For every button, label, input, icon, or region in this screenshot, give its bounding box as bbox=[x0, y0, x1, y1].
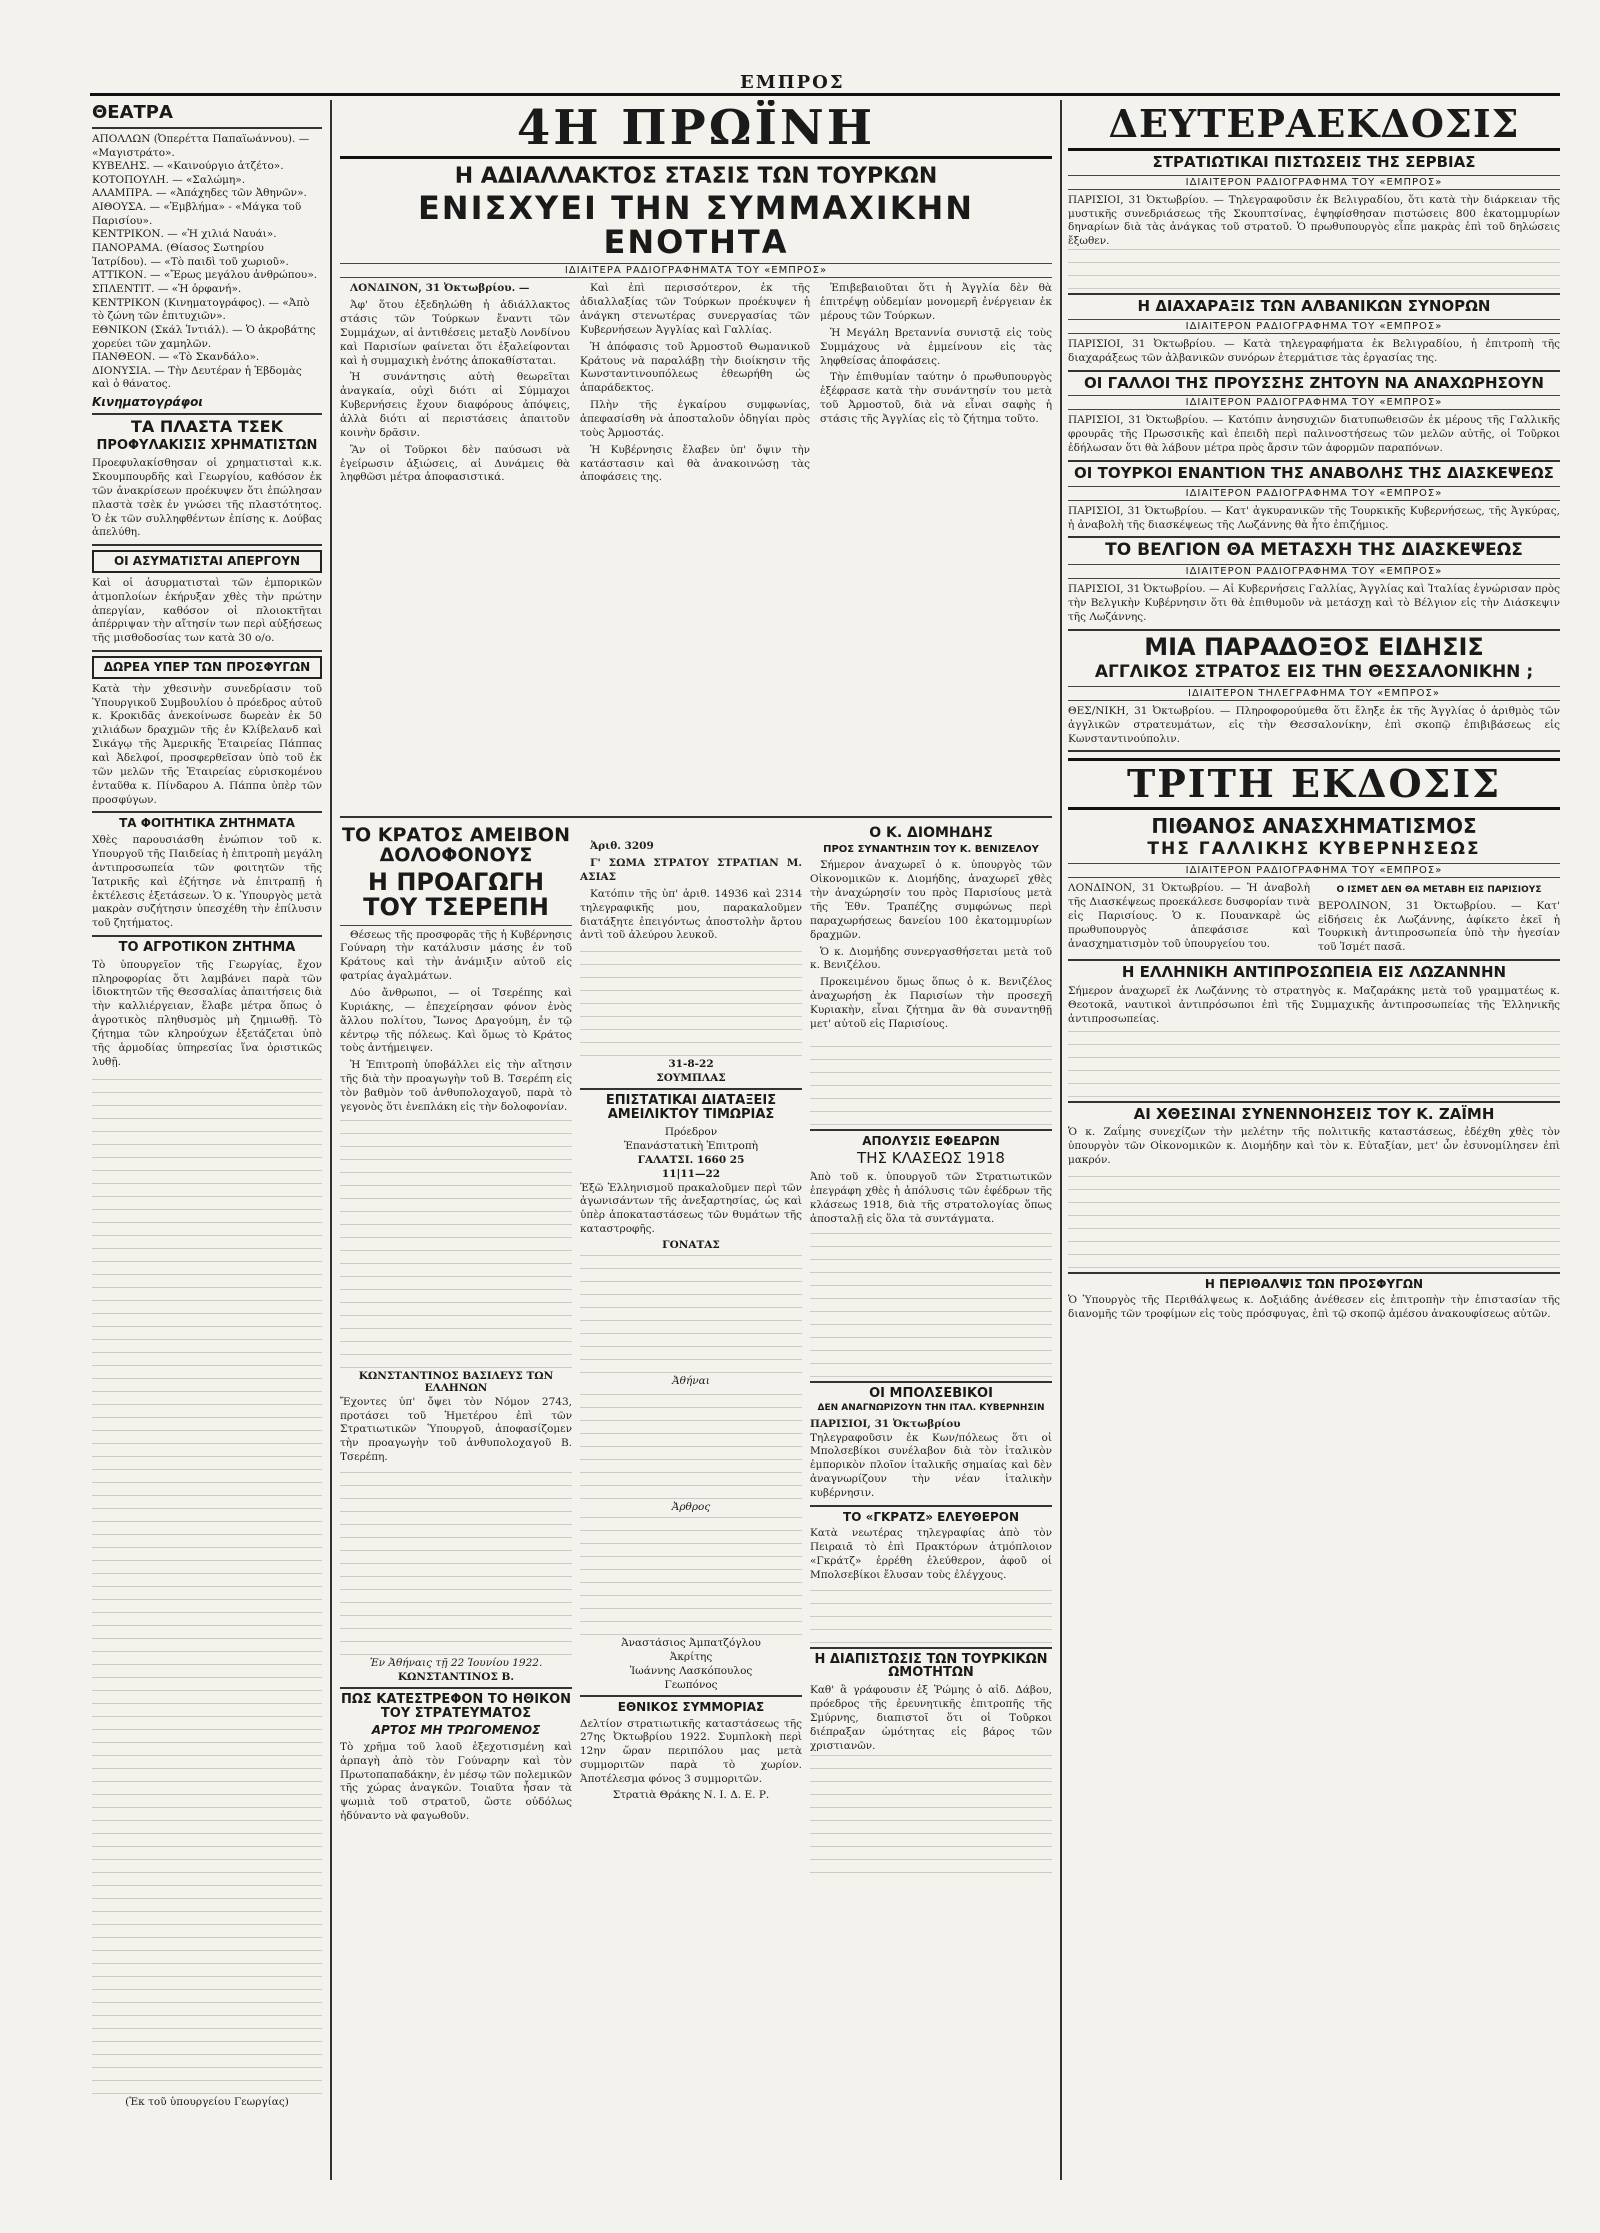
divider bbox=[1068, 536, 1560, 538]
army-text: Τὸ χρῆμα τοῦ λαοῦ ἐξεχοτισμένη καὶ ἀρπαγὴ ἀπὸ τὸν Γούναρην καὶ τὸν Πρωτοπαπαδάκην, ἐν μέσῳ τῶν πολεμικῶν τῆς χώρας ἀναγκῶν. Τοιαῦτα ἦσαν τὰ ψωμιὰ τοῦ στρατοῦ, ὥστε οὐδόλως ἠδύναντο νὰ φαγωθοῦν. bbox=[340, 1740, 572, 1823]
signer: Ἰωάννης Λασκόπουλος bbox=[629, 1665, 753, 1678]
paragraph: Δύο ἄνθρωποι, — οἱ Τσερέπης καὶ Κυριάκης, — ἐπεχείρησαν φόνον ἐνὸς ἄλλου πολίτου, Ἴωνος Δραγούμη, ἐν τῷ κέντρῳ τῆς πόλεως. Καὶ ὅμως τὸ Κράτος τοὺς ἀντήμειψεν. bbox=[340, 986, 572, 1055]
paragraph: Ἂν οἱ Τοῦρκοι δὲν παύσωσι νὰ ἐγείρωσιν ἀξιώσεις, αἱ Δυνάμεις θὰ ληφθῶσι μέτρα ἀποφασιστικά. bbox=[340, 443, 570, 484]
paragraph: Ἀφ' ὅτου ἐξεδηλώθη ἡ ἀδιάλλακτος στάσις τῶν Τούρκων ἔναντι τῶν Συμμάχων, αἱ ἀντιθέσεις μεταξὺ Λονδίνου καὶ Παρισίων φαίνεται ὅτι ἐξαλείφονται καὶ ἡ συμμαχικὴ ἑνότης ἀποκαθίσταται. bbox=[340, 299, 570, 367]
order-signature: ΣΟΥΜΠΛΑΣ bbox=[656, 1072, 726, 1085]
divider bbox=[92, 413, 322, 415]
gangs-text: Δελτίον στρατιωτικῆς καταστάσεως τῆς 27ης Ὀκτωβρίου 1922. Συμπλοκὴ περὶ 12ην ὥραν περιπόλου μας μετὰ συμμοριτῶν παρὰ τὸ χωρίον. Ἀποτέλεσμα φόνος 3 συμμοριτῶν. bbox=[580, 1717, 802, 1786]
findings-title: Η ΔΙΑΠΙΣΤΩΣΙΣ ΤΩΝ ΤΟΥΡΚΙΚΩΝ ΩΜΟΤΗΤΩΝ bbox=[814, 1651, 1048, 1681]
article-body-continued bbox=[340, 1118, 572, 1368]
signer: Γεωπόνος bbox=[664, 1679, 718, 1692]
france-article bbox=[1068, 882, 1560, 955]
belgium-text: ΠΑΡΙΣΙΟΙ, 31 Ὀκτωβρίου. — Αἱ Κυβερνήσεις Γαλλίας, Ἀγγλίας καὶ Ἰταλίας ἐγνώρισαν πρὸς τὴν Βελγικὴν Κυβέρνησιν ὅτι θὰ ἐπιθυμοῦν νὰ μετάσχῃ καὶ τὸ Βέλγιον εἰς τὴν Διάσκεψιν τῆς Λωζάννης. bbox=[1068, 583, 1560, 624]
decree-place: Ἐν Ἀθήναις τῇ 22 Ἰουνίου 1922. bbox=[369, 1657, 543, 1669]
serbia-text: ΠΑΡΙΣΙΟΙ, 31 Ὀκτωβρίου. — Τηλεγραφοῦσιν ἐκ Βελιγραδίου, ὅτι κατὰ τὴν διάρκειαν τῆς μυστικῆς συνεδριάσεως τῆς Σκουπτσίνας, ἐψηφίσθησαν πιστώσεις 800 ἑκατομμυρίων δηναρίων διὰ τὰς ἀνάγκας τοῦ στρατοῦ. Ὁ πρωθυπουργὸς εἶπε μακρὰς ἐπὶ τοῦ δηλώσεις ἔξωθεν. bbox=[1068, 193, 1560, 248]
strange-subtitle: ΑΓΓΛΙΚΟΣ ΣΤΡΑΤΟΣ ΕΙΣ ΤΗΝ ΘΕΣΣΑΛΟΝΙΚΗΝ ; bbox=[1094, 662, 1534, 683]
paragraph: Ὁ κ. Διομήδης συνεργασθήσεται μετὰ τοῦ κ. Βενιζέλου. bbox=[810, 945, 1052, 972]
france-subtitle: ΤΗΣ ΓΑΛΛΙΚΗΣ ΚΥΒΕΡΝΗΣΕΩΣ bbox=[1147, 839, 1481, 860]
paragraph: Πλὴν τῆς ἐγκαίρου συμφωνίας, ἀπεφασίσθη νὰ ἀποσταλοῦν ὁδηγίαι πρὸς τοὺς Ἀρμοστάς. bbox=[580, 399, 810, 439]
paragraph: Ἡ ἀπόφασις τοῦ Ἀρμοστοῦ Θωμανικοῦ Κράτους νὰ παραλάβῃ τὴν διοίκησιν τῆς Κωνσταντινουπόλεως ἐθεωρήθη ὡς ἀπαράδεκτος. bbox=[580, 340, 810, 395]
refugees-heading: ΔΩΡΕΑ ΥΠΕΡ ΤΩΝ ΠΡΟΣΦΥΓΩΝ bbox=[92, 656, 322, 679]
article-body-continued bbox=[580, 946, 802, 1056]
bolshevik-dateline: ΠΑΡΙΣΙΟΙ, 31 Ὀκτωβρίου bbox=[810, 1417, 961, 1430]
article-body-continued bbox=[810, 1227, 1052, 1377]
divider bbox=[92, 935, 322, 937]
lower-center-col-b bbox=[580, 822, 802, 1873]
divider bbox=[810, 1505, 1052, 1507]
students-heading: ΤΑ ΦΟΙΤΗΤΙΚΑ ΖΗΤΗΜΑΤΑ bbox=[119, 816, 295, 831]
article-body-continued bbox=[1068, 1168, 1560, 1268]
belgium-title: ΤΟ ΒΕΛΓΙΟΝ ΘΑ ΜΕΤΑΣΧΗ ΤΗΣ ΔΙΑΣΚΕΨΕΩΣ bbox=[1105, 540, 1523, 561]
diomidis-title: Ο Κ. ΔΙΟΜΗΔΗΣ bbox=[869, 825, 993, 842]
talks-title: ΑΙ ΧΘΕΣΙΝΑΙ ΣΥΝΕΝΝΟΗΣΕΙΣ ΤΟΥ Κ. ΖΑΪΜΗ bbox=[1133, 1104, 1495, 1123]
divider bbox=[580, 1088, 802, 1090]
theatres-heading: ΘΕΑΤΡΑ bbox=[92, 102, 173, 123]
lower-center bbox=[340, 822, 1052, 1873]
signer: Ἀκρίτης bbox=[669, 1651, 713, 1664]
theatres-subheading: Κινηματογράφοι bbox=[92, 395, 203, 410]
article-body-continued bbox=[810, 1753, 1052, 1873]
divider bbox=[340, 1687, 572, 1689]
agrarian-text: Τὸ ὑπουργεῖον τῆς Γεωργίας, ἔχον πληροφορίας ὅτι λαμβάνει παρὰ τῶν ἰδιοκτητῶν τῆς Θεσσαλίας ἀπαιτήσεις διὰ τὴν καλλιέργειαν, ἔλαβε μέτρα ὅπως ὁ ἀγροτικὸς πληθυσμὸς μὴ ζημιωθῇ. Τὸ ζήτημα τῶν κληρούχων ἐξετάζεται ὑπὸ τῆς ἁρμοδίας ὑπηρεσίας ἵνα ὁριστικῶς λυθῇ. bbox=[92, 958, 322, 1068]
main-credit: ΙΔΙΑΙΤΕΡΑ ΡΑΔΙΟΓΡΑΦΗΜΑΤΑ ΤΟΥ «ΕΜΠΡΟΣ» bbox=[340, 263, 1052, 278]
theatre-item: ΠΑΝΟΡΑΜΑ. (Θίασος Σωτηρίου Ἰατρίδου). — «Τὸ παιδὶ τοῦ χωριοῦ». bbox=[92, 242, 289, 268]
findings-text: Καθ' ἃ γράφουσιν ἐξ Ῥώμης ὁ αἰδ. Δάβου, πρόεδρος τῆς ἐρευνητικῆς ἐπιτροπῆς τῆς Σμύρνης, διαπιστοῖ ὅτι οἱ Τοῦρκοι διέπραξαν ὠμότητας εἰς βάρος τῶν χριστιανῶν. bbox=[810, 1684, 1052, 1752]
order-number: Ἀριθ. 3209 bbox=[590, 840, 654, 853]
divider bbox=[340, 925, 572, 926]
theatre-item: ΑΙΘΟΥΣΑ. — «Ἐμβλήμα» - «Μάγκα τοῦ Παρισίου». bbox=[92, 201, 302, 227]
paragraph: Ἡ Μεγάλη Βρεταννία συνιστᾷ εἰς τοὺς Συμμάχους νὰ ἐμμείνουν εἰς τὰς ληφθείσας ἀποφάσεις. bbox=[820, 326, 1052, 367]
paragraph: Καὶ ἐπὶ περισσότερον, ἐκ τῆς ἀδιαλλαξίας τῶν Τούρκων προέκυψεν ἡ ἀνάγκη στενωτέρας συνεργασίας τῶν Κυβερνήσεων Ἀγγλίας καὶ Γαλλίας. bbox=[580, 282, 810, 336]
greek-delegation-title: Η ΕΛΛΗΝΙΚΗ ΑΝΤΙΠΡΟΣΩΠΕΙΑ ΕΙΣ ΛΩΖΑΝΝΗΝ bbox=[1121, 963, 1507, 982]
masthead-rule bbox=[90, 72, 1560, 96]
left-column bbox=[92, 100, 322, 2185]
refugees-text: Κατὰ τὴν χθεσινὴν συνεδρίασιν τοῦ Ὑπουργικοῦ Συμβουλίου ὁ πρόεδρος αὐτοῦ κ. Κροκιδᾶς ἀνεκοίνωσε δωρεὰν ἐκ 50 χιλιάδων δραχμῶν τῆς ἐν Κλίβελανδ καὶ Σικάγῳ τῆς Ἀμερικῆς Ἑταιρείας Πάππας καὶ Ἀδελφοί, προσφερθεῖσαν ὑπὸ τοῦ ἐκ τῶν μελῶν τῆς Ἑταιρείας εὑρισκομένου ἐνταῦθα κ. Πίνδαρου Α. Πάππα ὑπὲρ τῶν προσφύγων. bbox=[92, 682, 322, 806]
divider bbox=[810, 1647, 1052, 1649]
france-text: ΛΟΝΔΙΝΟΝ, 31 Ὀκτωβρίου. — Ἡ ἀναβολὴ τῆς Διασκέψεως προεκάλεσε δυσφορίαν τινὰ εἰς Παρισίους. Ὁ κ. Πουανκαρὲ ὡς πρωθυπουργὸς ἀπεφάσισε καὶ ἀνασχηματισμὸν τοῦ ὑπουργείου του. bbox=[1068, 882, 1310, 950]
paragraph: Ἐπιβεβαιοῦται ὅτι ἡ Ἀγγλία δὲν θὰ ἐπιτρέψῃ οὐδεμίαν μονομερῆ ἐνέργειαν ἐκ μέρους τῶν Τούρκων. bbox=[820, 282, 1052, 322]
plaza-heading: ΤΑ ΠΛΑΣΤΑ ΤΣΕΚ bbox=[131, 416, 283, 436]
masthead-title: ΕΜΠΡΟΣ bbox=[730, 72, 855, 93]
paragraph: Ἡ Ἐπιτροπὴ ὑποβάλλει εἰς τὴν αἴτησιν τῆς διὰ τὴν προαγωγὴν τοῦ Β. Τσερέπη εἰς τὸν βαθμὸν τοῦ ἀνθυπολοχαγοῦ, παρὰ τὸ γεγονὸς ὅτι ἐνεπλάκη εἰς τὴν δολοφονίαν. bbox=[340, 1059, 572, 1113]
reward-name: Ἀρθρος bbox=[671, 1501, 711, 1514]
order-date: 31-8-22 bbox=[668, 1058, 714, 1071]
divider bbox=[340, 816, 1052, 818]
refugees-relief-text: Ὁ Ὑπουργὸς τῆς Περιθάλψεως κ. Δοξιάδης ἀνέθεσεν εἰς ἐπιτροπὴν τὴν ἐπιστασίαν τῆς διανομῆς τῶν τροφίμων εἰς τοὺς πρόσφυγας, ἐπὶ τῷ σκοπῷ ἀμέσου ἀνακουφίσεως αὐτῶν. bbox=[1068, 1294, 1560, 1321]
article-body-continued bbox=[580, 1253, 802, 1373]
column-divider bbox=[1060, 100, 1062, 2180]
lower-center-col-c bbox=[810, 822, 1052, 1873]
divider bbox=[92, 127, 322, 129]
gangs-title: ΕΘΝΙΚΟΣ ΣΥΜΜΟΡΙΑΣ bbox=[617, 1700, 765, 1715]
talks-text: Ὁ κ. Ζαΐμης συνεχίζων τὴν μελέτην τῆς πολιτικῆς καταστάσεως, ἐδέχθη χθὲς τὸν ὑπουργὸν τῶν Οἰκονομικῶν κ. Διομήδην καὶ τὸν κ. Εὐταξίαν, μετ' ὧν ἐσυνομίλησεν ἐπὶ μακρόν. bbox=[1068, 1126, 1560, 1166]
murderers-subtitle: Η ΠΡΟΑΓΩΓΗ ΤΟΥ ΤΣΕΡΕΠΗ bbox=[363, 868, 549, 922]
theatre-item: ΠΑΝΘΕΟΝ. — «Τὸ Σκανδάλο». bbox=[92, 351, 260, 364]
divider bbox=[1068, 1272, 1560, 1274]
gaul-title: ΟΙ ΓΑΛΛΟΙ ΤΗΣ ΠΡΟΥΣΣΗΣ ΖΗΤΟΥΝ ΝΑ ΑΝΑΧΩΡΗΣΟΥΝ bbox=[1084, 373, 1544, 392]
main-article bbox=[340, 282, 1052, 812]
paragraph: Προκειμένου ὅμως ὅπως ὁ κ. Βενιζέλος ἀναχωρήσῃ ἐκ Παρισίων τὴν προσεχῆ Κυριακὴν, εἶναι ζήτημα ἂν θὰ συναντηθῇ μετ' αὐτοῦ εἰς Παρισίους. bbox=[810, 976, 1052, 1030]
theatre-item: ΚΟΤΟΠΟΥΛΗ. — «Σαλώμη». bbox=[92, 173, 246, 186]
france-title: ΠΙΘΑΝΟΣ ΑΝΑΣΧΗΜΑΤΙΣΜΟΣ bbox=[1151, 814, 1477, 839]
theatre-item: ΚΕΝΤΡΙΚΟΝ (Κινηματογράφος). — «Ἀπὸ τὸ ζώνη τῶν ἐπιτυχιῶν». bbox=[92, 296, 310, 323]
main-article-col1 bbox=[340, 282, 570, 812]
gaul-credit: ΙΔΙΑΙΤΕΡΟΝ ΡΑΔΙΟΓΡΑΦΗΜΑ ΤΟΥ «ΕΜΠΡΟΣ» bbox=[1068, 395, 1560, 410]
divider bbox=[580, 1695, 802, 1697]
ephebes-subtitle: ΤΗΣ ΚΛΑΣΕΩΣ 1918 bbox=[857, 1149, 1005, 1168]
reward-name: ΓΟΝΑΤΑΣ bbox=[662, 1239, 720, 1252]
diomidis-subtitle: ΠΡΟΣ ΣΥΝΑΝΤΗΣΙΝ ΤΟΥ Κ. ΒΕΝΙΖΕΛΟΥ bbox=[823, 843, 1039, 855]
theatre-item: ΕΘΝΙΚΟΝ (Σκάλ Ἰντιάλ). — Ὁ ἀκροβάτης χορεύει τῶν χαμηλῶν. bbox=[92, 323, 316, 350]
decree-label: ΚΩΝΣΤΑΝΤΙΝΟΣ ΒΑΣΙΛΕΥΣ ΤΩΝ ΕΛΛΗΝΩΝ bbox=[358, 1369, 554, 1394]
divider bbox=[1068, 750, 1560, 752]
strange-credit: ΙΔΙΑΙΤΕΡΟΝ ΤΗΛΕΓΡΑΦΗΜΑ ΤΟΥ «ΕΜΠΡΟΣ» bbox=[1068, 686, 1560, 701]
agrarian-heading: ΤΟ ΑΓΡΟΤΙΚΟΝ ΖΗΤΗΜΑ bbox=[118, 940, 296, 956]
theatre-item: ΚΕΝΤΡΙΚΟΝ. — «Ἡ χιλιά Ναυάι». bbox=[92, 228, 277, 241]
article-body-continued bbox=[810, 1035, 1052, 1125]
article-body-continued bbox=[1068, 1027, 1560, 1097]
order-heading: Γ' ΣΩΜΑ ΣΤΡΑΤΟΥ ΣΤΡΑΤΙΑΝ Μ. ΑΣΙΑΣ bbox=[580, 857, 802, 883]
gaul-text: ΠΑΡΙΣΙΟΙ, 31 Ὀκτωβρίου. — Κατόπιν ἀνησυχιῶν διατυπωθεισῶν ἐκ μέρους τῆς Γαλλικῆς φρουρᾶς τῆς Πρωσσικῆς καὶ ἐπειδὴ περὶ παλινοστήσεως τῶν μελῶν αὐτῆς, οἱ Τοῦρκοι ἐδήλωσαν ὅτι θὰ λάβουν μέτρα πρὸς ἄρσιν τῶν ἀφορμῶν παραπόνων. bbox=[1068, 414, 1560, 455]
article-body-continued bbox=[580, 1389, 802, 1499]
main-dateline: ΛΟΝΔΙΝΟΝ, 31 Ὀκτωβρίου. — bbox=[350, 282, 530, 295]
murderers-title: ΤΟ ΚΡΑΤΟΣ ΑΜΕΙΒΟΝ ΔΟΛΟΦΟΝΟΥΣ bbox=[342, 824, 570, 867]
belgium-credit: ΙΔΙΑΙΤΕΡΟΝ ΡΑΔΙΟΓΡΑΦΗΜΑ ΤΟΥ «ΕΜΠΡΟΣ» bbox=[1068, 564, 1560, 579]
greek-delegation-text: Σήμερον ἀναχωρεῖ ἐκ Λωζάννης τὸ στρατηγὸς κ. Μαζαράκης μετὰ τοῦ γραμματέως κ. Θεοτοκᾶ, ναυτικοὶ ἀντιπρόσωποι ἐπὶ τῆς Συμμαχικῆς ἀντιπροσωπείας τῆς Ἑλληνικῆς ἀντιπροσωπείας. bbox=[1068, 984, 1560, 1025]
rewards-title: ΕΠΙΣΤΑΤΙΚΑΙ ΔΙΑΤΑΞΕΙΣ ΑΜΕΙΛΙΚΤΟΥ ΤΙΜΩΡΙΑΣ bbox=[605, 1093, 777, 1122]
bolshevik-title: ΟΙ ΜΠΟΛΣΕΒΙΚΟΙ bbox=[869, 1385, 993, 1401]
reward-name: Ἀθήναι bbox=[672, 1375, 710, 1388]
army-title: ΠΩΣ ΚΑΤΕΣΤΡΕΦΟΝ ΤΟ ΗΘΙΚΟΝ ΤΟΥ ΣΤΡΑΤΕΥΜΑΤΟΣ bbox=[340, 1692, 572, 1721]
rewards-line: ΓΑΛΑΤΣΙ. 1660 25 bbox=[637, 1153, 745, 1166]
rewards-line: Πρόεδρον bbox=[664, 1125, 718, 1138]
second-edition-title: ΔΕΥΤΕΡΑΕΚΔΟΣΙΣ bbox=[1068, 100, 1560, 151]
order-text: Κατόπιν τῆς ὑπ' ἀριθ. 14936 καὶ 2314 τηλεγραφικῆς μου, παρακαλοῦμεν διατάξητε ἐπειγόντως ἀποστολὴν ἄρτου ἀντὶ τοῦ ἀλεύρου λευκοῦ. bbox=[580, 887, 802, 942]
divider bbox=[1068, 460, 1560, 462]
albania-title: Η ΔΙΑΧΑΡΑΞΙΣ ΤΩΝ ΑΛΒΑΝΙΚΩΝ ΣΥΝΟΡΩΝ bbox=[1137, 297, 1491, 316]
article-body-continued bbox=[580, 1515, 802, 1635]
divider bbox=[92, 650, 322, 652]
plaza-subheading: ΠΡΟΦΥΛΑΚΙΣΙΣ ΧΡΗΜΑΤΙΣΤΩΝ bbox=[96, 438, 318, 454]
theatre-item: ΚΥΒΕΛΗΣ. — «Καινούργιο ἀτζέτο». bbox=[92, 160, 284, 173]
article-body-continued bbox=[810, 1583, 1052, 1643]
strange-text: ΘΕΣ/ΝΙΚΗ, 31 Ὀκτωβρίου. — Πληροφορούμεθα ὅτι ἔληξε ἐκ τῆς Ἀγγλίας ὁ ἀριθμὸς τῶν ἀγγλικῶν στρατευμάτων, εἰς τὴν Θεσσαλονίκην, ἐπὶ σκοπῷ ἐπιβιβάσεως εἰς Κωνσταντινούπολιν. bbox=[1068, 704, 1560, 745]
divider bbox=[1068, 629, 1560, 631]
center-column bbox=[340, 100, 1052, 2185]
paragraph: Ἡ Κυβέρνησις ἔλαβεν ὑπ' ὄψιν τὴν κατάστασιν καὶ θὰ ἀνακοινώσῃ τὰς ἀποφάσεις της. bbox=[580, 443, 810, 484]
divider bbox=[1068, 293, 1560, 295]
divider bbox=[810, 1381, 1052, 1383]
main-article-col3 bbox=[820, 282, 1052, 812]
divider bbox=[1068, 1101, 1560, 1103]
divider bbox=[92, 544, 322, 546]
third-edition-title: ΤΡΙΤΗ ΕΚΔΟΣΙΣ bbox=[1068, 758, 1560, 810]
article-body-continued bbox=[1068, 249, 1560, 289]
army-subtitle: ΑΡΤΟΣ ΜΗ ΤΡΩΓΟΜΕΝΟΣ bbox=[371, 1723, 541, 1738]
paragraph: Τὴν ἐπιθυμίαν ταύτην ὁ πρωθυπουργὸς ἐξέφρασε κατὰ τὴν συνάντησίν του μετὰ τοῦ Ἀρμοστοῦ, διὰ νὰ εἶναι σαφὴς ἡ στάσις τῆς Ἀγγλίας εἰς τὸ ζήτημα τοῦτο. bbox=[820, 371, 1052, 426]
serbia-title: ΣΤΡΑΤΙΩΤΙΚΑΙ ΠΙΣΤΩΣΕΙΣ ΤΗΣ ΣΕΡΒΙΑΣ bbox=[1152, 153, 1476, 171]
gratz-title: ΤΟ «ΓΚΡΑΤΖ» ΕΛΕΥΘΕΡΟΝ bbox=[843, 1509, 1019, 1524]
france-credit: ΙΔΙΑΙΤΕΡΟΝ ΡΑΔΙΟΓΡΑΦΗΜΑ ΤΟΥ «ΕΜΠΡΟΣ» bbox=[1068, 863, 1560, 878]
divider bbox=[92, 811, 322, 813]
strikes-heading: ΟΙ ΑΣΥΜΑΤΙΣΤΑΙ ΑΠΕΡΓΟΥΝ bbox=[92, 550, 322, 573]
rewards-line: Ἐπανάστατικὴ Ἐπιτροπὴ bbox=[623, 1139, 759, 1152]
right-column bbox=[1068, 100, 1560, 2185]
rewards-text: Ἐξῶ Ἑλληνισμοῦ πρακαλοῦμεν περὶ τῶν ἀγωνισάντων τῆς ἀνεξαρτησίας, ὡς καὶ ὑπὲρ ἀποκαταστάσεως τῶν θυμάτων τῆς καταστροφῆς. bbox=[580, 1181, 802, 1236]
main-subtitle: ΕΝΙΣΧΥΕΙ ΤΗΝ ΣΥΜΜΑΧΙΚΗΝ ΕΝΟΤΗΤΑ bbox=[417, 189, 975, 261]
turks-text: ΠΑΡΙΣΙΟΙ, 31 Ὀκτωβρίου. — Κατ' ἀγκυρανικῶν τῆς Τουρκικῆς Κυβερνήσεως, τῆς Ἀγκύρας, ἡ ἀναβολὴ τῆς διασκέψεως τῆς Λωζάννης θὰ ἦτο ἐπιζήμιος. bbox=[1068, 504, 1560, 531]
gangs-signature: Στρατιὰ Θράκης Ν. Ι. Δ. Ε. Ρ. bbox=[612, 1788, 770, 1801]
ephebes-text: Ἀπὸ τοῦ κ. ὑπουργοῦ τῶν Στρατιωτικῶν ἐπεγράφη χθὲς ἡ ἀπόλυσις τῶν ἐφέδρων τῆς κλάσεως 1918, διὰ τῆς στρατολογίας ὅπως ἀποσταλῇ εἰς ὅλα τὰ συντάγματα. bbox=[810, 1171, 1052, 1225]
divider bbox=[810, 1129, 1052, 1131]
article-body-continued bbox=[92, 1074, 322, 2094]
main-title: Η ΑΔΙΑΛΛΑΚΤΟΣ ΣΤΑΣΙΣ ΤΩΝ ΤΟΥΡΚΩΝ bbox=[454, 164, 938, 189]
signer: Ἀναστάσιος Ἀμπατζόγλου bbox=[621, 1637, 761, 1650]
theatre-item: ΑΠΟΛΛΩΝ (Ὀπερέττα Παπαϊωάννου). — «Μαγιστράτο». bbox=[92, 132, 310, 159]
rewards-line: 11|11—22 bbox=[661, 1167, 721, 1180]
turks-title: ΟΙ ΤΟΥΡΚΟΙ ΕΝΑΝΤΙΟΝ ΤΗΣ ΑΝΑΒΟΛΗΣ ΤΗΣ ΔΙΑΣΚΕΨΕΩΣ bbox=[1074, 463, 1554, 482]
albania-text: ΠΑΡΙΣΙΟΙ, 31 Ὀκτωβρίου. — Κατὰ τηλεγραφήματα ἐκ Βελιγραδίου, ἡ ἐπιτροπὴ τῆς διαχαράξεως τῶν ἀλβανικῶν συνόρων ἐτερμάτισε τὰς ἐργασίας της. bbox=[1068, 337, 1560, 364]
plaza-text: Προεφυλακίσθησαν οἱ χρηματισταὶ κ.κ. Σκουμπουρδῆς καὶ Γεωργίου, καθόσον ἐκ τῶν ἀνακρίσεων προέκυψεν ὅτι ἐπώλησαν πλαστὰ τσὲκ ἐν γνώσει τῆς πλαστότητος. Ὁ ἐκ τῶν συλληφθέντων ἐπίσης κ. Δούβας ἀπελύθη. bbox=[92, 457, 322, 539]
strikes-text: Καὶ οἱ ἀσυρματισταὶ τῶν ἐμπορικῶν ἀτμοπλοίων ἐκήρυξαν χθὲς τὴν πρώτην ἀπεργίαν, καθόσον οἱ πλοιοκτῆται ἀπέρριψαν τὴν αἴτησίν των περὶ αὐξήσεως τῆς μισθοδοσίας των κατὰ 30 ο/ο. bbox=[92, 576, 322, 645]
refugees-relief-title: Η ΠΕΡΙΘΑΛΨΙΣ ΤΩΝ ΠΡΟΣΦΥΓΩΝ bbox=[1204, 1276, 1424, 1291]
serbia-credit: ΙΔΙΑΙΤΕΡΟΝ ΡΑΔΙΟΓΡΑΦΗΜΑ ΤΟΥ «ΕΜΠΡΟΣ» bbox=[1068, 175, 1560, 190]
bolshevik-subtitle: ΔΕΝ ΑΝΑΓΝΩΡΙΖΟΥΝ ΤΗΝ ΙΤΑΛ. ΚΥΒΕΡΝΗΣΙΝ bbox=[817, 1403, 1045, 1414]
theatres-list bbox=[92, 133, 322, 392]
main-article-col2 bbox=[580, 282, 810, 812]
theatre-item: ΑΛΑΜΠΡΑ. — «Ἀπάχηδες τῶν Ἀθηνῶν». bbox=[92, 187, 307, 200]
paragraph: Ἡ συνάντησις αὐτὴ θεωρεῖται ἀναγκαία, οὐχὶ διότι αἱ Σύμμαχοι Κυβερνήσεις ἔχουν διαφόρους ἀπόψεις, ἀλλὰ διότι αἱ περιστάσεις ἀπαιτοῦν κοινὴν δρᾶσιν. bbox=[340, 371, 570, 439]
decree-signature: ΚΩΝΣΤΑΝΤΙΝΟΣ Β. bbox=[397, 1671, 515, 1683]
germany-box bbox=[1318, 882, 1560, 955]
bolshevik-text: Τηλεγραφοῦσιν ἐκ Κων/πόλεως ὅτι οἱ Μπολσεβίκοι συνέλαβον διὰ τὸν ἰταλικὸν ἐμπορικὸν πλοῖον ἰταλικῆς σημαίας καὶ δὲν ἀναγνωρίζουν τὴν νέαν ἰταλικὴν κυβέρνησιν. bbox=[810, 1431, 1052, 1499]
theatre-item: ΣΠΛΕΝΤΙΤ. — «Ἡ ὀρφανή». bbox=[92, 282, 242, 295]
agrarian-source: (Ἐκ τοῦ ὑπουργείου Γεωργίας) bbox=[125, 2095, 289, 2108]
albania-credit: ΙΔΙΑΙΤΕΡΟΝ ΡΑΔΙΟΓΡΑΦΗΜΑ ΤΟΥ «ΕΜΠΡΟΣ» bbox=[1068, 319, 1560, 334]
strange-title: ΜΙΑ ΠΑΡΑΔΟΞΟΣ ΕΙΔΗΣΙΣ bbox=[1144, 632, 1484, 661]
turks-credit: ΙΔΙΑΙΤΕΡΟΝ ΡΑΔΙΟΓΡΑΦΗΜΑ ΤΟΥ «ΕΜΠΡΟΣ» bbox=[1068, 486, 1560, 501]
theatre-item: ΑΤΤΙΚΟΝ. — «Ἔρως μεγάλου ἀνθρώπου». bbox=[92, 269, 318, 282]
edition-title: 4Η ΠΡΩΪΝΗ bbox=[340, 100, 1052, 159]
gratz-text: Κατὰ νεωτέρας τηλεγραφίας ἀπὸ τὸν Πειραιᾶ τὸ ἐπὶ Πρακτόρων ἀτμόπλοιον «Γκράτζ» ἐρρέθη ἐλεύθερον, ἀφοῦ οἱ Μπολσεβίκοι ἔλυσαν τοὺς ἐλέγχους. bbox=[810, 1527, 1052, 1581]
decree-text: Ἔχοντες ὑπ' ὄψει τὸν Νόμον 2743, προτάσει τοῦ Ἡμετέρου ἐπὶ τῶν Στρατιωτικῶν Ὑπουργοῦ, ἀποφασίζομεν τὴν προαγωγὴν τοῦ ἀνθυπολοχαγοῦ Β. Τσερέπη. bbox=[340, 1395, 572, 1464]
germany-text: ΒΕΡΟΛΙΝΟΝ, 31 Ὀκτωβρίου. — Κατ' εἰδήσεις ἐκ Λωζάννης, ἀφίκετο ἐκεῖ ἡ Τουρκικὴ ἀντιπροσωπεία ὑπὸ τὴν ἡγεσίαν τοῦ Ἰσμέτ πασᾶ. bbox=[1318, 899, 1560, 954]
lower-center-col-a bbox=[340, 822, 572, 1873]
paragraph: Σήμερον ἀναχωρεῖ ὁ κ. ὑπουργὸς τῶν Οἰκονομικῶν κ. Διομήδης, ἀναχωρεῖ χθὲς τὴν ἀναχώρησίν του πρὸς Παρισίους μετὰ τῆς Ἐθν. Τραπέζης συμφώνως περὶ παραχωρήσεως δανείου 100 ἑκατομμυρίων δραχμῶν. bbox=[810, 859, 1052, 941]
paragraph: Θέσεως τῆς προσφορᾶς τῆς ἡ Κυβέρνησις Γούναρη τὴν κατάλυσιν μάσης ἐν τοῦ Κράτους καὶ τὴν ἀνάμιξιν αὐτοῦ εἰς φατρίας ἀγαλμάτων. bbox=[340, 928, 572, 983]
divider bbox=[1068, 370, 1560, 372]
article-body-continued bbox=[340, 1465, 572, 1655]
students-text: Χθὲς παρουσιάσθη ἐνώπιον τοῦ κ. Υπουργοῦ τῆς Παιδείας ἡ ἐπιτροπὴ μεγάλη ἀντιπροσωπεία τῶν φοιτητῶν τῆς Ἰατρικῆς καὶ ἐζήτησε νὰ ἐπιτραπῇ ἡ ἐκτέλεσις ἐξετάσεων. Ὁ κ. Ὑπουργὸς μετὰ μακρὰν συζήτησιν ὑπεσχέθη τὴν ἐπίλυσιν τοῦ ζητήματος. bbox=[92, 834, 322, 930]
theatre-item: ΔΙΟΝΥΣΙΑ. — Τὴν Δευτέραν ἡ Ἑβδομὰς καὶ ὁ θάνατος. bbox=[92, 364, 302, 391]
column-divider bbox=[330, 100, 332, 2180]
divider bbox=[1068, 959, 1560, 961]
ephebes-title: ΑΠΟΛΥΣΙΣ ΕΦΕΔΡΩΝ bbox=[862, 1133, 1000, 1148]
germany-title: Ο ΙΣΜΕΤ ΔΕΝ ΘΑ ΜΕΤΑΒΗ ΕΙΣ ΠΑΡΙΣΙΟΥΣ bbox=[1336, 885, 1542, 896]
